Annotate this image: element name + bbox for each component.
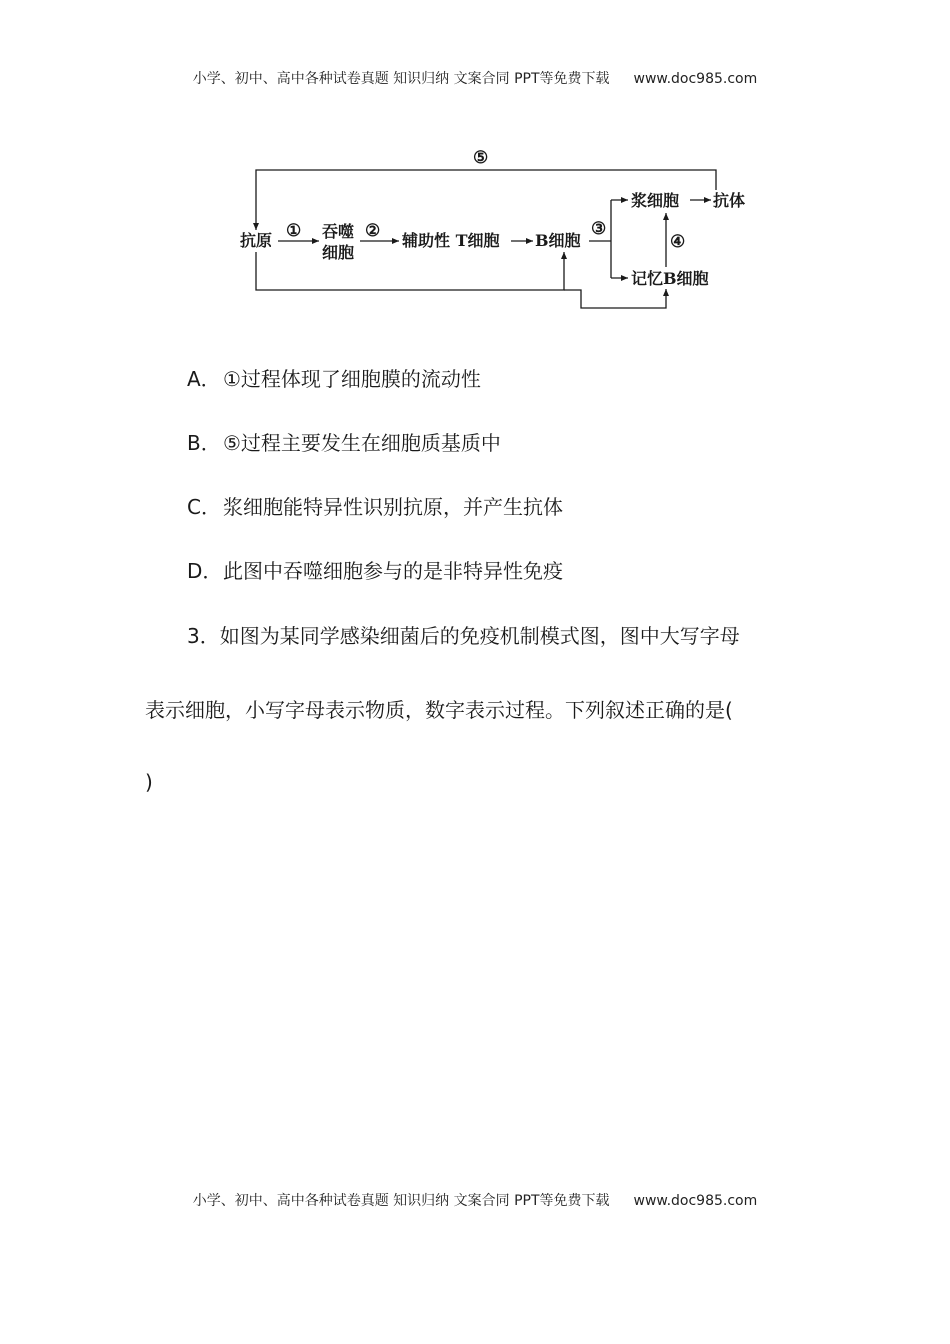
question-3-line-2: 表示细胞，小写字母表示物质，数字表示过程。下列叙述正确的是( [145,698,733,722]
option-d: D．此图中吞噬细胞参与的是非特异性免疫 [187,559,563,583]
footer-text: 小学、初中、高中各种试卷真题 知识归纳 文案合同 PPT等免费下载 [192,1193,610,1209]
label-step-2: ② [365,221,381,241]
arrow-antigen-to-memory [564,289,666,308]
page-footer [0,1190,950,1210]
node-memory-b-cell: 记忆B细胞 [631,269,709,288]
question-3-line-3: ) [145,770,153,794]
label-step-4: ④ [670,232,686,252]
node-helper-t-cell: 辅助性 T细胞 [402,231,500,250]
label-step-3: ③ [591,219,607,239]
question-3-line-1: 3．如图为某同学感染细菌后的免疫机制模式图，图中大写字母 [187,624,740,648]
label-step-5: ⑤ [473,148,489,168]
node-b-cell: B细胞 [535,231,581,250]
node-phagocyte-line2: 细胞 [322,243,355,262]
option-a: A． ①过程体现了细胞膜的流动性 [187,367,481,391]
node-antibody: 抗体 [713,191,746,210]
option-b: B． ⑤过程主要发生在细胞质基质中 [187,431,501,455]
header-site: www.doc985.com [633,71,758,87]
node-plasma-cell: 浆细胞 [631,191,680,210]
header-text: 小学、初中、高中各种试卷真题 知识归纳 文案合同 PPT等免费下载 [192,71,610,87]
node-phagocyte-line1: 吞噬 [322,222,355,241]
node-antigen: 抗原 [240,231,273,250]
footer-site: www.doc985.com [633,1193,758,1209]
page-header [0,68,950,88]
immune-process-diagram [236,140,756,315]
arrow-antigen-to-b [256,252,564,290]
label-step-1: ① [286,221,302,241]
option-c: C． 浆细胞能特异性识别抗原，并产生抗体 [187,495,563,519]
